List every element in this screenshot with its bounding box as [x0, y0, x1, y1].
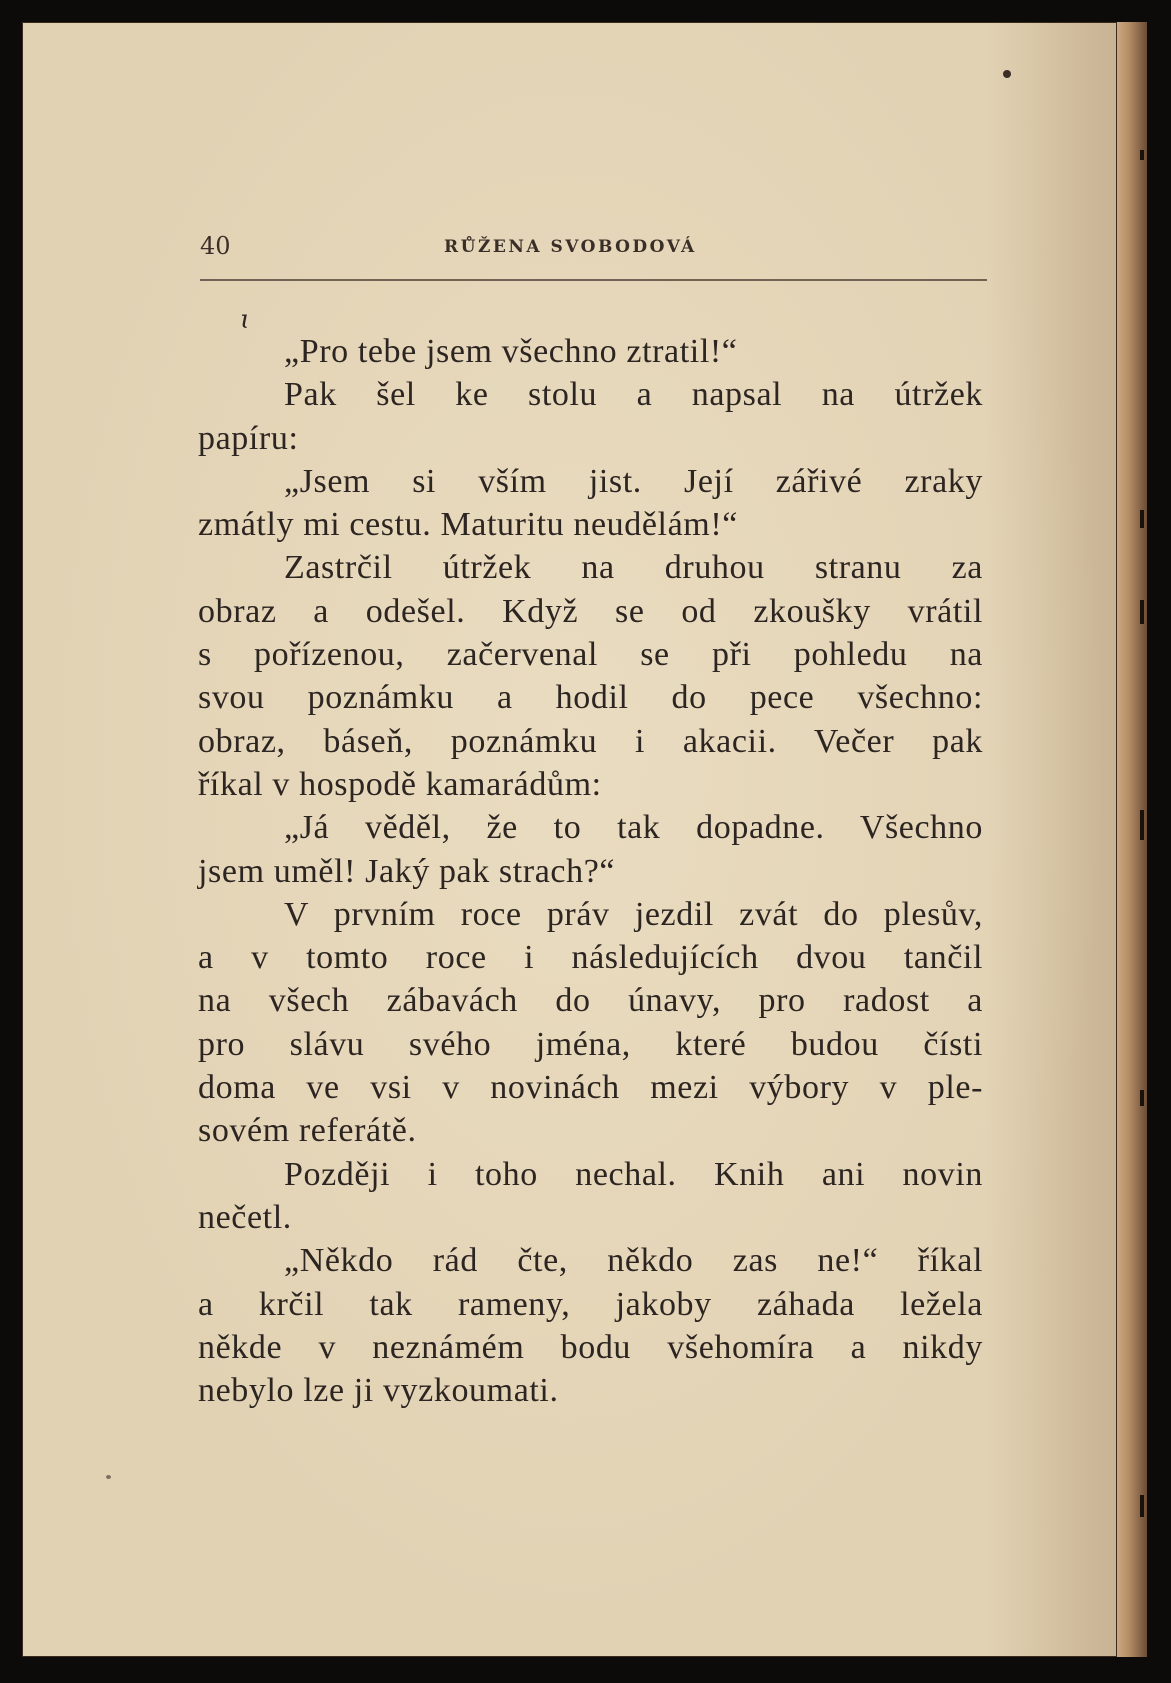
spine-mark — [1140, 810, 1144, 840]
text-line: doma ve vsi v novinách mezi výbory v ple- — [198, 1069, 983, 1107]
text-line: jsem uměl! Jaký pak strach?“ — [198, 852, 616, 890]
body-text — [198, 330, 983, 1412]
text-line: nečetl. — [198, 1198, 292, 1236]
text-line: „Pro tebe jsem všechno ztratil!“ — [284, 333, 738, 370]
spine-mark — [1140, 510, 1144, 528]
spine-mark — [1140, 150, 1144, 160]
text-line: s pořízenou, začervenal se při pohledu na — [198, 636, 983, 674]
running-header — [200, 232, 987, 272]
text-line: a v tomto roce i následujících dvou tančil — [198, 939, 983, 977]
text-line: a krčil tak rameny, jakoby záhada ležela — [198, 1285, 983, 1323]
margin-mark: ɩ — [240, 305, 251, 335]
text-line: na všech zábavách do únavy, pro radost a — [198, 982, 983, 1020]
text-line: někde v neznámém bodu všehomíra a nikdy — [198, 1328, 983, 1366]
paper-speck — [106, 1475, 111, 1479]
text-line: „Někdo rád čte, někdo zas ne!“ říkal — [284, 1242, 983, 1280]
running-head-author: RŮŽENA SVOBODOVÁ — [444, 237, 697, 257]
spine-mark — [1140, 1090, 1144, 1106]
paper-speck — [1003, 70, 1011, 78]
text-line: Později i toho nechal. Knih ani novin — [284, 1155, 983, 1193]
spine-mark — [1140, 600, 1144, 624]
page-number: 40 — [200, 232, 231, 260]
text-line: sovém referátě. — [198, 1112, 417, 1150]
text-line: Pak šel ke stolu a napsal na útržek — [284, 376, 983, 414]
text-line: zmátly mi cestu. Maturitu neudělám!“ — [198, 506, 738, 544]
text-line: papíru: — [198, 419, 299, 457]
text-line: nebylo lze ji vyzkoumati. — [198, 1372, 559, 1410]
header-rule — [200, 279, 987, 281]
spine-mark — [1140, 1495, 1144, 1517]
text-line: obraz a odešel. Když se od zkoušky vrátil — [198, 592, 983, 630]
text-line: svou poznámku a hodil do pece všechno: — [198, 679, 983, 717]
text-line: říkal v hospodě kamarádům: — [198, 765, 602, 803]
text-line: obraz, báseň, poznámku i akacii. Večer pak — [198, 722, 983, 760]
text-line: „Jsem si vším jist. Její zářivé zraky — [284, 462, 983, 500]
text-line: Zastrčil útržek na druhou stranu za — [284, 549, 983, 587]
text-line: pro slávu svého jména, které budou čísti — [198, 1025, 983, 1063]
text-line: V prvním roce práv jezdil zvát do plesův, — [284, 895, 983, 933]
text-line: „Já věděl, že to tak dopadne. Všechno — [284, 809, 983, 847]
